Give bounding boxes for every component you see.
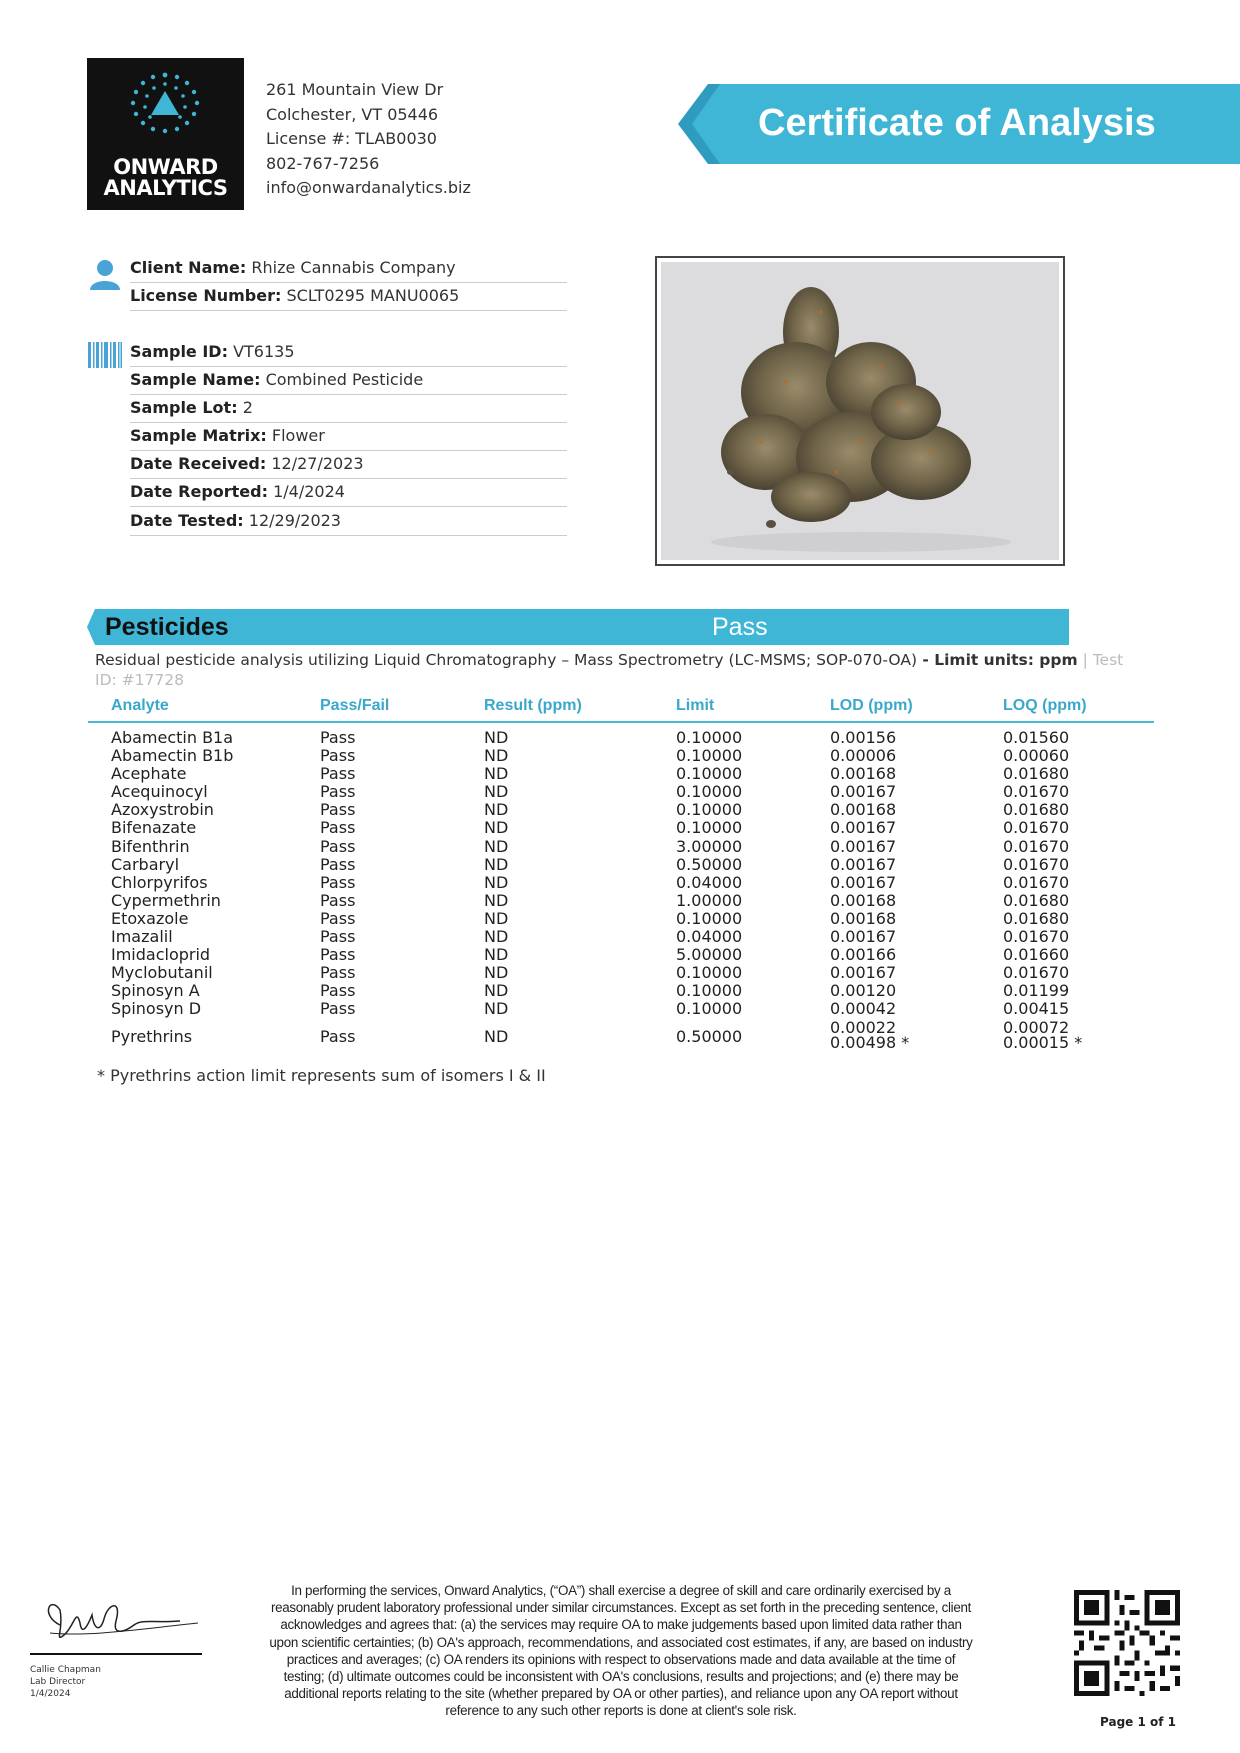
cannabis-flower-image — [661, 262, 1059, 560]
section-result: Pass — [712, 613, 768, 641]
barcode-icon — [88, 342, 122, 368]
logo-text-line1: ONWARD — [113, 155, 218, 179]
client-name-row: Client Name: Rhize Cannabis Company — [130, 255, 567, 283]
table-row — [88, 964, 1154, 982]
person-icon — [88, 258, 122, 292]
table-cell: 0.01199 — [1003, 981, 1070, 1001]
table-cell: 0.00015 * — [1003, 1032, 1083, 1052]
table-cell: ND — [484, 981, 509, 1001]
table-cell: Pass — [320, 764, 356, 784]
lab-logo — [87, 58, 244, 210]
table-cell: Imidacloprid — [111, 945, 211, 965]
sample-id-row: Sample ID: VT6135 — [130, 339, 567, 367]
table-cell: Pass — [320, 890, 356, 910]
signatory-name: Callie Chapman — [30, 1665, 101, 1675]
table-cell: Etoxazole — [111, 908, 189, 928]
table-cell: 0.10000 — [676, 999, 743, 1019]
table-cell: Imazalil — [111, 927, 173, 947]
table-cell: 0.01680 — [1003, 800, 1070, 820]
table-cell: ND — [484, 728, 509, 747]
email-line: info@onwardanalytics.biz — [266, 178, 471, 197]
table-cell: Pass — [320, 963, 356, 983]
table-cell: 0.00168 — [830, 800, 897, 820]
column-header: Analyte — [111, 697, 169, 714]
table-cell: Azoxystrobin — [111, 800, 214, 820]
table-cell: 0.10000 — [676, 981, 743, 1001]
table-cell: 0.00168 — [830, 890, 897, 910]
table-cell: Pyrethrins — [111, 1026, 193, 1046]
table-cell: 0.10000 — [676, 818, 743, 838]
table-cell: 0.01670 — [1003, 963, 1070, 983]
table-cell: Abamectin B1a — [111, 728, 234, 747]
address-line: Colchester, VT 05446 — [266, 104, 439, 124]
table-cell: 0.10000 — [676, 908, 743, 928]
table-cell: 0.10000 — [676, 746, 743, 766]
license-number-row: License Number: SCLT0295 MANU0065 — [130, 283, 567, 311]
column-header: Pass/Fail — [320, 697, 390, 714]
table-cell: 0.01670 — [1003, 872, 1070, 892]
table-row — [88, 801, 1154, 819]
table-cell: 0.00167 — [830, 872, 897, 892]
table-cell: 0.10000 — [676, 728, 743, 747]
document-title: Certificate of Analysis — [758, 102, 1156, 144]
table-cell: 0.00167 — [830, 818, 897, 838]
table-cell: 0.00120 — [830, 981, 897, 1001]
table-cell: 0.10000 — [676, 800, 743, 820]
address-line: 261 Mountain View Dr — [266, 80, 444, 99]
table-cell: Bifenthrin — [111, 836, 190, 856]
footnote: * Pyrethrins action limit represents sum of isomers I & II — [97, 1066, 546, 1085]
table-cell: 0.01670 — [1003, 927, 1070, 947]
table-cell: Abamectin B1b — [111, 746, 234, 766]
table-cell: 0.04000 — [676, 927, 743, 947]
table-cell: 0.00072 — [1003, 1017, 1070, 1037]
logo-text-line2: ANALYTICS — [103, 176, 228, 200]
table-cell: 0.01680 — [1003, 764, 1070, 784]
table-row — [88, 928, 1154, 946]
table-cell: Cypermethrin — [111, 890, 221, 910]
table-row — [88, 729, 1154, 747]
table-cell: Pass — [320, 854, 356, 874]
table-cell: ND — [484, 872, 509, 892]
signature-line — [30, 1653, 202, 1655]
table-cell: Pass — [320, 945, 356, 965]
date-received-row: Date Received: 12/27/2023 — [130, 451, 567, 479]
table-cell: Pass — [320, 908, 356, 928]
table-row — [88, 838, 1154, 856]
table-cell: ND — [484, 999, 509, 1019]
table-cell: 0.50000 — [676, 1026, 743, 1046]
table-cell: Acephate — [111, 764, 187, 784]
table-row-pyrethrins — [88, 1019, 1154, 1055]
table-cell: 0.01680 — [1003, 908, 1070, 928]
table-cell: Chlorpyrifos — [111, 872, 208, 892]
table-cell: Acequinocyl — [111, 782, 208, 802]
table-cell: ND — [484, 764, 509, 784]
date-reported-row: Date Reported: 1/4/2024 — [130, 479, 567, 507]
title-banner — [678, 84, 1240, 164]
table-cell: 1.00000 — [676, 890, 743, 910]
sample-photo — [655, 256, 1065, 566]
table-cell: 0.00022 — [830, 1017, 897, 1037]
table-cell: 0.00415 — [1003, 999, 1070, 1019]
legal-disclaimer: In performing the services, Onward Analytics, (“OA”) shall exercise a degree of skill and care ordinarily exercised by a reasonably prudent laboratory professional under similar circumstances. Except as set forth in the preceding sentence, client acknowledges and agrees that: (a) the services may require OA to make judgements based upon limited data rather than upon scientific certainties; (b) OA's approach, recommendations, and associated cost estimates, if any, are based on industry practices and averages; (c) OA renders its opinions with respect to observations made and data available at the time of testing; (d) ultimate outcomes could be inconsistent with OA's conclusions, results and projections; and (e) there may be additional reports relating to the site (whether prepared by OA or other parties), and reliance upon any OA report without reference to any such other reports is done at client's sole risk. — [269, 1583, 973, 1719]
table-cell: ND — [484, 854, 509, 874]
table-cell: 0.01670 — [1003, 818, 1070, 838]
column-header: LOQ (ppm) — [1003, 697, 1087, 714]
table-cell: ND — [484, 945, 509, 965]
table-cell: Pass — [320, 999, 356, 1019]
section-banner-shape — [87, 609, 1069, 645]
table-row — [88, 747, 1154, 765]
table-cell: 0.00498 * — [830, 1032, 910, 1052]
table-cell: ND — [484, 836, 509, 856]
table-row — [88, 910, 1154, 928]
method-description: Residual pesticide analysis utilizing Liquid Chromatography – Mass Spectrometry (LC-MSMS; SOP-070-OA) - Limit units: ppm | Test ID: #17728 — [95, 651, 1124, 689]
table-cell: ND — [484, 818, 509, 838]
section-title: Pesticides — [105, 613, 229, 641]
page-number: Page 1 of 1 — [1100, 1715, 1176, 1729]
table-cell: 0.10000 — [676, 764, 743, 784]
table-cell: ND — [484, 782, 509, 802]
column-header: Limit — [676, 697, 715, 714]
table-cell: 0.00167 — [830, 927, 897, 947]
table-cell: 0.01670 — [1003, 836, 1070, 856]
table-cell: Carbaryl — [111, 854, 180, 874]
table-cell: 0.00156 — [830, 728, 897, 747]
logo-mark-icon — [87, 58, 244, 158]
table-cell: Pass — [320, 746, 356, 766]
qr-code-icon[interactable] — [1074, 1590, 1180, 1696]
table-cell: ND — [484, 963, 509, 983]
table-cell: 0.00167 — [830, 836, 897, 856]
signature-image — [30, 1585, 205, 1655]
table-body — [88, 729, 1154, 1055]
table-cell: ND — [484, 800, 509, 820]
table-cell: ND — [484, 927, 509, 947]
table-cell: 0.00168 — [830, 908, 897, 928]
table-cell: 5.00000 — [676, 945, 743, 965]
table-cell: 0.01560 — [1003, 728, 1070, 747]
table-cell: Pass — [320, 927, 356, 947]
table-cell: 0.10000 — [676, 963, 743, 983]
table-row — [88, 856, 1154, 874]
table-cell: 0.00167 — [830, 854, 897, 874]
table-cell: 0.01670 — [1003, 782, 1070, 802]
table-cell: Pass — [320, 728, 356, 747]
table-cell: Bifenazate — [111, 818, 197, 838]
signatory-block — [30, 1664, 101, 1700]
table-cell: 0.00006 — [830, 746, 897, 766]
table-cell: 0.00060 — [1003, 746, 1070, 766]
table-cell: 0.50000 — [676, 854, 743, 874]
sample-matrix-row: Sample Matrix: Flower — [130, 423, 567, 451]
table-cell: ND — [484, 746, 509, 766]
table-row — [88, 892, 1154, 910]
table-cell: Pass — [320, 836, 356, 856]
table-cell: Spinosyn D — [111, 999, 202, 1019]
table-cell: Pass — [320, 782, 356, 802]
table-cell: Spinosyn A — [111, 981, 200, 1001]
signatory-date: 1/4/2024 — [30, 1689, 71, 1699]
column-header: LOD (ppm) — [830, 697, 913, 714]
table-cell: 0.00167 — [830, 782, 897, 802]
table-row — [88, 783, 1154, 801]
table-cell: 0.00042 — [830, 999, 897, 1019]
license-line: License #: TLAB0030 — [266, 129, 437, 148]
table-cell: 0.01680 — [1003, 890, 1070, 910]
table-row — [88, 982, 1154, 1000]
table-cell: 0.01660 — [1003, 945, 1070, 965]
table-cell: 3.00000 — [676, 836, 743, 856]
table-cell: 0.00168 — [830, 764, 897, 784]
table-cell: ND — [484, 890, 509, 910]
column-header: Result (ppm) — [484, 697, 582, 714]
table-cell: 0.04000 — [676, 872, 743, 892]
table-cell: 0.00166 — [830, 945, 897, 965]
lab-address — [266, 78, 471, 201]
table-cell: Pass — [320, 872, 356, 892]
table-cell: ND — [484, 908, 509, 928]
table-cell: Pass — [320, 800, 356, 820]
table-row — [88, 1000, 1154, 1018]
table-cell: 0.01670 — [1003, 854, 1070, 874]
table-row — [88, 874, 1154, 892]
table-cell: Pass — [320, 1026, 356, 1046]
table-row — [88, 819, 1154, 837]
table-cell: Pass — [320, 818, 356, 838]
sample-lot-row: Sample Lot: 2 — [130, 395, 567, 423]
table-cell: 0.10000 — [676, 782, 743, 802]
table-cell: Myclobutanil — [111, 963, 213, 983]
table-cell: ND — [484, 1026, 509, 1046]
phone-line: 802-767-7256 — [266, 153, 380, 173]
table-header — [88, 695, 1154, 723]
sample-name-row: Sample Name: Combined Pesticide — [130, 367, 567, 395]
pesticide-results-table — [88, 695, 1154, 1055]
table-row — [88, 765, 1154, 783]
table-cell: Pass — [320, 981, 356, 1001]
table-cell: 0.00167 — [830, 963, 897, 983]
signatory-title: Lab Director — [30, 1677, 86, 1687]
date-tested-row: Date Tested: 12/29/2023 — [130, 508, 567, 536]
table-row — [88, 946, 1154, 964]
pesticides-section-banner — [87, 609, 1069, 645]
